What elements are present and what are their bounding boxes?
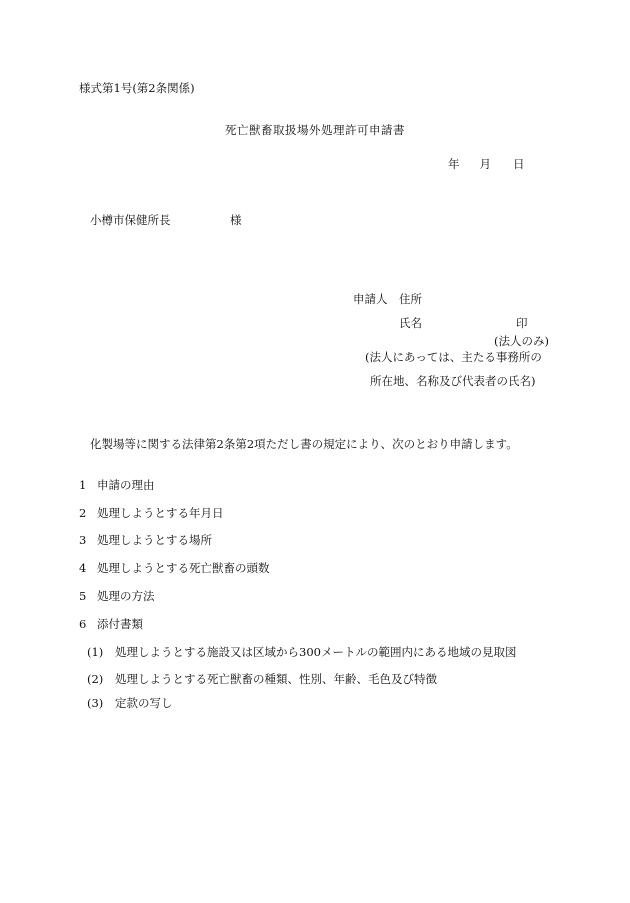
addressee: 小樽市保健所長 [90,213,171,227]
honorific: 様 [230,213,242,227]
list-item [79,506,224,520]
list-item-text: 処理しようとする死亡獣畜の頭数 [97,561,270,575]
preamble: 化製場等に関する法律第2条第2項ただし書の規定により、次のとおり申請します。 [90,437,518,451]
list-item-text: 申請の理由 [97,478,155,492]
applicant-label: 申請人 [353,292,388,306]
list-item-text: 処理しようとする年月日 [97,506,224,520]
attachment-number: (3) [87,696,104,710]
document-title: 死亡獣畜取扱場外処理許可申請書 [225,123,405,137]
attachment-text: 処理しようとする施設又は区域から300メートルの範囲内にある地域の見取図 [115,645,517,659]
date-line [448,157,525,171]
attachment-item [87,696,173,710]
list-item [79,478,155,492]
attachment-item [87,672,437,686]
list-item-text: 処理の方法 [97,589,155,603]
form-number: 様式第1号(第2条関係) [79,81,195,95]
list-item [79,617,143,631]
list-item [79,533,212,547]
list-item-number: 1 [79,478,87,492]
attachment-number: (2) [87,672,104,686]
date-month-label: 月 [479,157,491,171]
attachment-number: (1) [87,645,104,659]
list-item [79,589,155,603]
attachment-text: 処理しようとする死亡獣畜の種類、性別、年齢、毛色及び特徴 [115,672,437,686]
attachment-text: 定款の写し [115,696,173,710]
list-item-text: 処理しようとする場所 [97,533,212,547]
date-day-label: 日 [513,157,525,171]
list-item-number: 6 [79,617,87,631]
attachment-item [87,645,516,659]
list-item-text: 添付書類 [97,617,143,631]
list-item [79,561,270,575]
list-item-number: 3 [79,533,87,547]
address-label: 住所 [399,292,422,306]
seal-mark: 印 [516,316,528,330]
name-label: 氏名 [399,316,422,330]
corp-note-line2: 所在地、名称及び代表者の氏名) [370,374,536,388]
list-item-number: 5 [79,589,87,603]
list-item-number: 2 [79,506,87,520]
date-year-label: 年 [448,157,460,171]
corp-note-line1: (法人にあっては、主たる事務所の [365,350,542,364]
corp-only-note: (法人のみ) [494,334,549,348]
list-item-number: 4 [79,561,87,575]
